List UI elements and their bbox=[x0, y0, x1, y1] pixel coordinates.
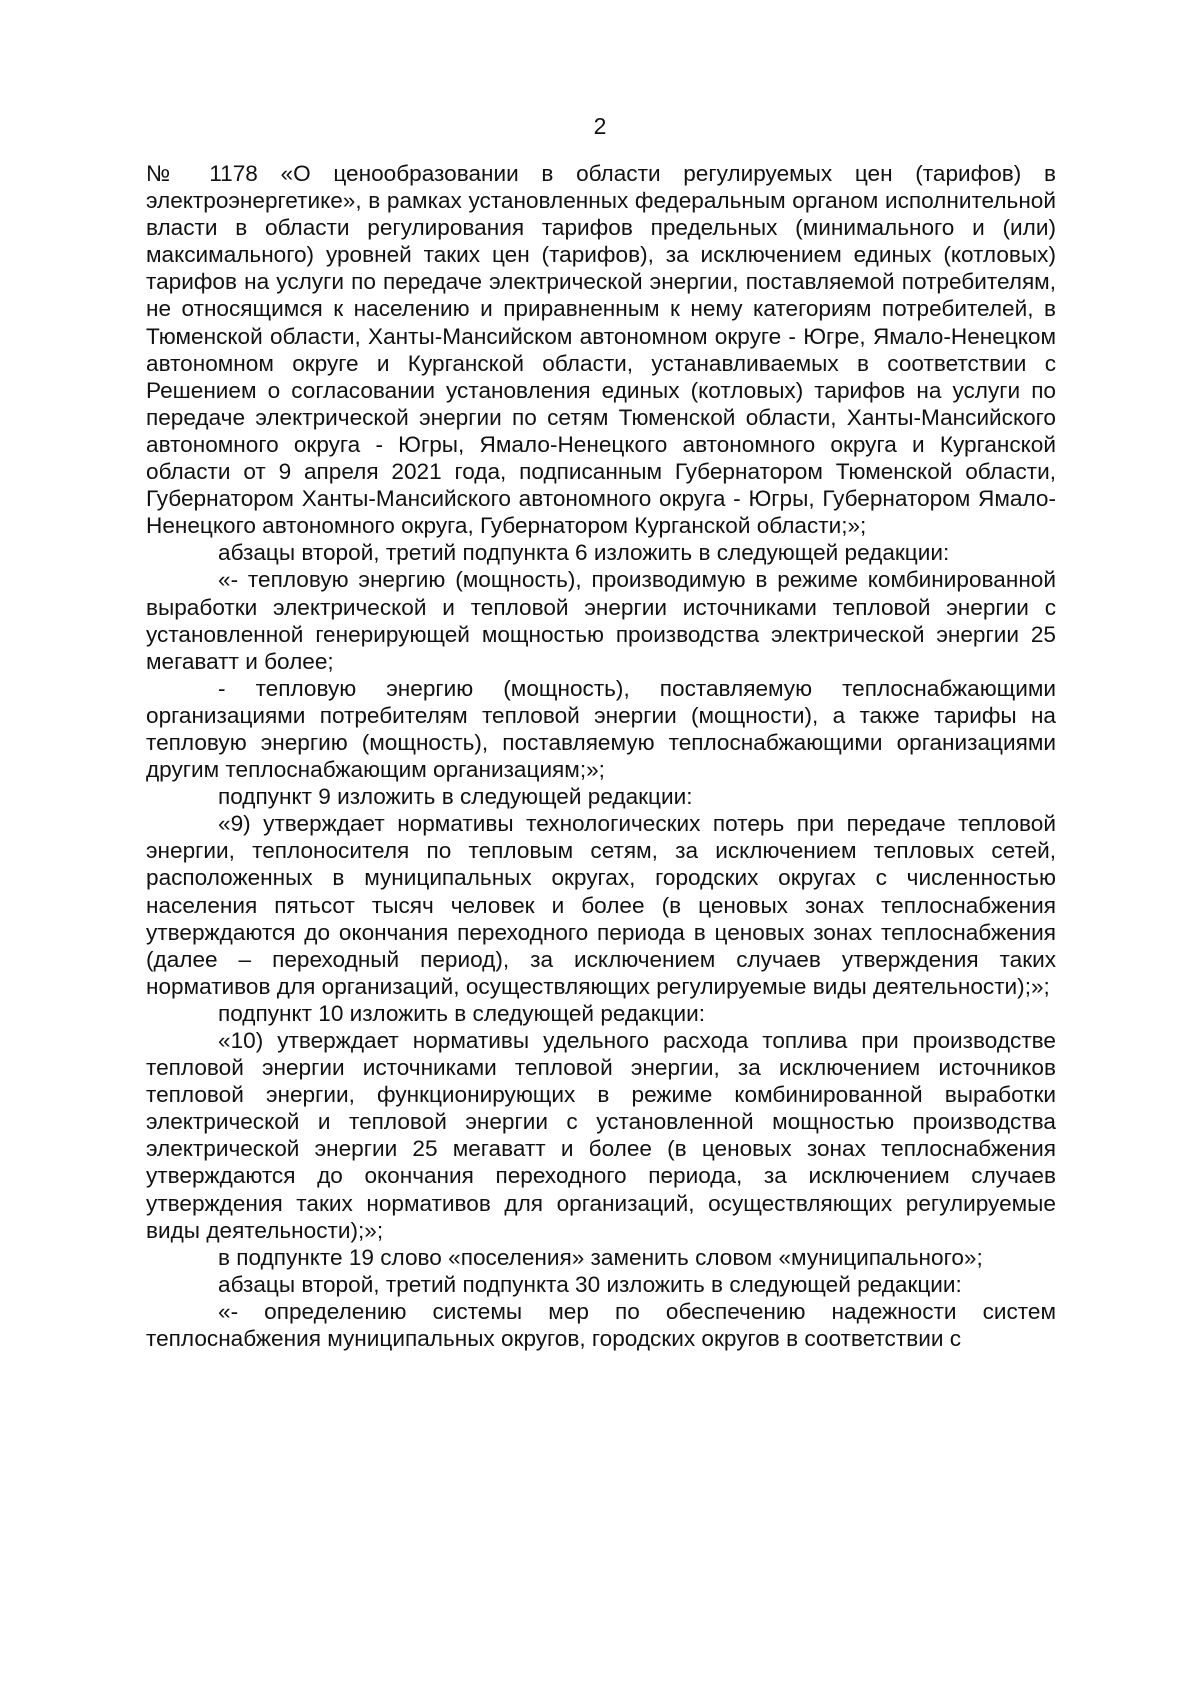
paragraph-amend-subitem-6: абзацы второй, третий подпункта 6 изложить в следующей редакции: bbox=[218, 540, 950, 566]
paragraph-heat-energy-combined: «- тепловую энергию (мощность), производимую в режиме комбинированной выработки электрической и тепловой энергии источниками тепловой энергии с установленной генерирующей мощностью производства электрической энергии 25 мегаватт и более; bbox=[146, 567, 1056, 674]
paragraph-amend-subitem-9: подпункт 9 изложить в следующей редакции: bbox=[218, 784, 693, 810]
paragraph-amend-subitem-30: абзацы второй, третий подпункта 30 изложить в следующей редакции: bbox=[218, 1271, 962, 1297]
page-number: 2 bbox=[593, 113, 607, 139]
paragraph-heat-energy-supplied: - тепловую энергию (мощность), поставляемую теплоснабжающими организациями потребителям тепловой энергии (мощности), а также тарифы на тепловую энергию (мощность), поставляемую теплоснабжающими организациями другим теплоснабжающим организациям;»; bbox=[146, 675, 1056, 783]
paragraph-continuation: № 1178 «О ценообразовании в области регулируемых цен (тарифов) в электроэнергетике», в рамках установленных федеральным органом исполнительной власти в области регулирования тарифов предельных (минимального и (или) максимального) уровней таких цен (тарифов), за исключением единых (котловых) тарифов на услуги по передаче электрической энергии, поставляемой потребителям, не относящимся к населению и приравненным к нему категориям потребителей, в Тюменской области, Ханты-Мансийском автономном округе - Югре, Ямало-Ненецком автономном округе и Курганской области, устанавливаемых в соответствии с Решением о согласовании установления единых (котловых) тарифов на услуги по передаче электрической энергии по сетям Тюменской области, Ханты-Мансийского автономного округа - Югры, Ямало-Ненецкого автономного округа и Курганской области от 9 апреля 2021 года, подписанным Губернатором Тюменской области, Губернатором Ханты-Мансийского автономного округа - Югры, Губернатором Ямало-Ненецкого автономного округа, Губернатором Курганской области;»; bbox=[146, 161, 1056, 539]
paragraph-amend-subitem-10: подпункт 10 изложить в следующей редакции: bbox=[218, 1000, 706, 1026]
paragraph-subitem-19: в подпункте 19 слово «поселения» заменить словом «муниципального»; bbox=[218, 1244, 983, 1270]
paragraph-subitem-9-text: «9) утверждает нормативы технологических потерь при передаче тепловой энергии, теплоносителя по тепловым сетям, за исключением тепловых сетей, расположенных в муниципальных округах, городских округах с численностью населения пятьсот тысяч человек и более (в ценовых зонах теплоснабжения утверждаются до окончания переходного периода в ценовых зонах теплоснабжения (далее – переходный период), за исключением случаев утверждения таких нормативов для организаций, осуществляющих регулируемые виды деятельности);»; bbox=[146, 811, 1056, 999]
document-body bbox=[146, 160, 1056, 1352]
paragraph-subitem-30-text: «- определению системы мер по обеспечению надежности систем теплоснабжения муниципальных округов, городских округов в соответствии с bbox=[146, 1298, 1056, 1352]
paragraph-subitem-10-text: «10) утверждает нормативы удельного расхода топлива при производстве тепловой энергии источниками тепловой энергии, за исключением источников тепловой энергии, функционирующих в режиме комбинированной выработки электрической и тепловой энергии с установленной мощностью производства электрической энергии 25 мегаватт и более (в ценовых зонах теплоснабжения утверждаются до окончания переходного периода, за исключением случаев утверждения таких нормативов для организаций, осуществляющих регулируемые виды деятельности);»; bbox=[146, 1028, 1056, 1243]
